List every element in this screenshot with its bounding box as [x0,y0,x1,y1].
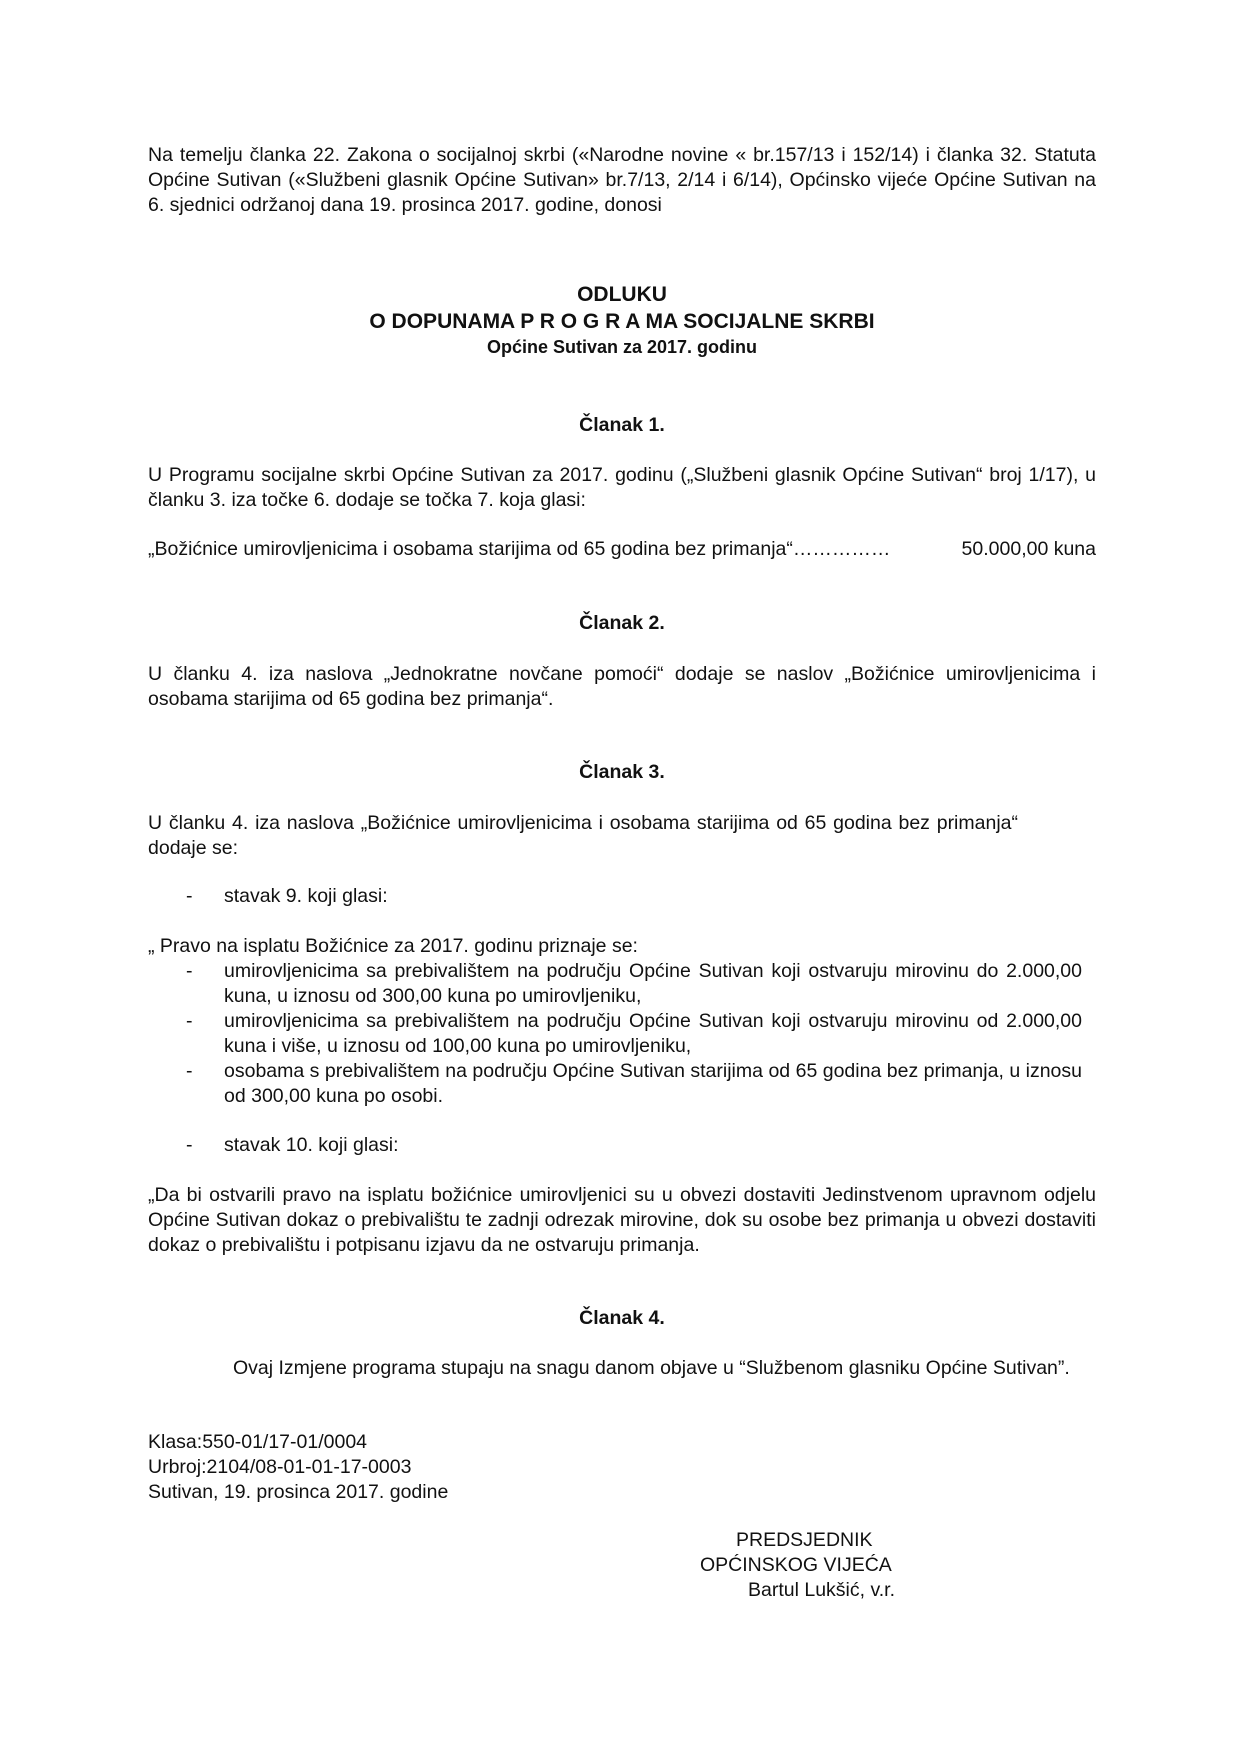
klasa: Klasa:550-01/17-01/0004 [148,1431,368,1453]
article-4-heading: Članak 4. [579,1307,665,1329]
signature-title-2: OPĆINSKOG VIJEĆA [700,1554,892,1576]
title-line-3: Općine Sutivan za 2017. godinu [486,337,758,357]
article-1-heading: Članak 1. [579,414,665,436]
stavak-10-text: „Da bi ostvarili pravo na isplatu božićnice umirovljenici su u obvezi dostaviti Jedinstvenom upravnom odjelu Općine Sutivan dokaz o prebivalištu te zadnji odrezak mirovine, dok su osobe bez primanja u obvezi dostaviti dokaz o prebivalištu i potpisanu izjavu da ne ostvaruju primanja. [148,1184,1096,1256]
bullet-item-3 [148,1059,1096,1109]
article-2-text: U članku 4. iza naslova „Jednokratne novčane pomoći“ dodaje se naslov „Božićnice umirovljenicima i osobama starijima od 65 godina bez primanja“. [148,663,1096,710]
title-line-1: ODLUKU [577,283,667,306]
article-1-item-amount: 50.000,00 kuna [961,538,1096,560]
signature-name: Bartul Lukšić, v.r. [748,1579,896,1601]
bullet-item-2 [148,1009,1096,1059]
bullet-dash: - [186,1134,193,1156]
preamble: Na temelju članka 22. Zakona o socijalnoj skrbi («Narodne novine « br.157/13 i 152/14) i članka 32. Statuta Općine Sutivan («Službeni glasnik Općine Sutivan» br.7/13, 2/14 i 6/14), Općinsko vijeće Općine Sutivan na 6. sjednici održanoj dana 19. prosinca 2017. godine, donosi [148,144,1096,216]
article-1-item-label: „Božićnice umirovljenicima i osobama starijima od 65 godina bez primanja“…………… [148,538,891,560]
place-date: Sutivan, 19. prosinca 2017. godine [148,1481,449,1503]
document-reference [148,1430,1096,1505]
bullet-item-3-text: osobama s prebivalištem na području Općine Sutivan starijima od 65 godina bez primanja, u iznosu od 300,00 kuna po osobi. [224,1060,1082,1107]
bullet-dash: - [186,1010,193,1032]
signature-title-1: PREDSJEDNIK [736,1529,873,1551]
stavak-9-intro: „ Pravo na isplatu Božićnice za 2017. godinu priznaje se: [148,935,638,957]
article-3-heading: Članak 3. [579,761,665,783]
bullet-item-1 [148,959,1096,1009]
bullet-dash: - [186,960,193,982]
article-1-text: U Programu socijalne skrbi Općine Sutivan za 2017. godinu („Službeni glasnik Općine Sutivan“ broj 1/17), u članku 3. iza točke 6. dodaje se točka 7. koja glasi: [148,464,1096,511]
article-4-text: Ovaj Izmjene programa stupaju na snagu danom objave u “Službenom glasniku Općine Sutivan”. [233,1357,1070,1379]
bullet-dash: - [186,1060,193,1082]
bullet-item-1-text: umirovljenicima sa prebivalištem na području Općine Sutivan koji ostvaruju mirovinu do 2.000,00 kuna, u iznosu od 300,00 kuna po umirovljeniku, [224,960,1082,1007]
bullet-item-2-text: umirovljenicima sa prebivalištem na području Općine Sutivan koji ostvaruju mirovinu od 2.000,00 kuna i više, u iznosu od 100,00 kuna po umirovljeniku, [224,1010,1082,1057]
article-3-text: U članku 4. iza naslova „Božićnice umirovljenicima i osobama starijima od 65 godina bez primanja“ dodaje se: [148,812,1018,859]
document-title [148,281,1096,359]
stavak-9-item [148,884,1096,909]
stavak-9-label: stavak 9. koji glasi: [224,885,388,907]
article-1-item [148,537,1096,562]
bullet-dash: - [186,885,193,907]
stavak-10-item [148,1133,1096,1158]
title-line-2: O DOPUNAMA P R O G R A MA SOCIJALNE SKRBI [369,310,875,333]
urbroj: Urbroj:2104/08-01-01-17-0003 [148,1456,412,1478]
stavak-10-label: stavak 10. koji glasi: [224,1134,399,1156]
article-2-heading: Članak 2. [579,612,665,634]
